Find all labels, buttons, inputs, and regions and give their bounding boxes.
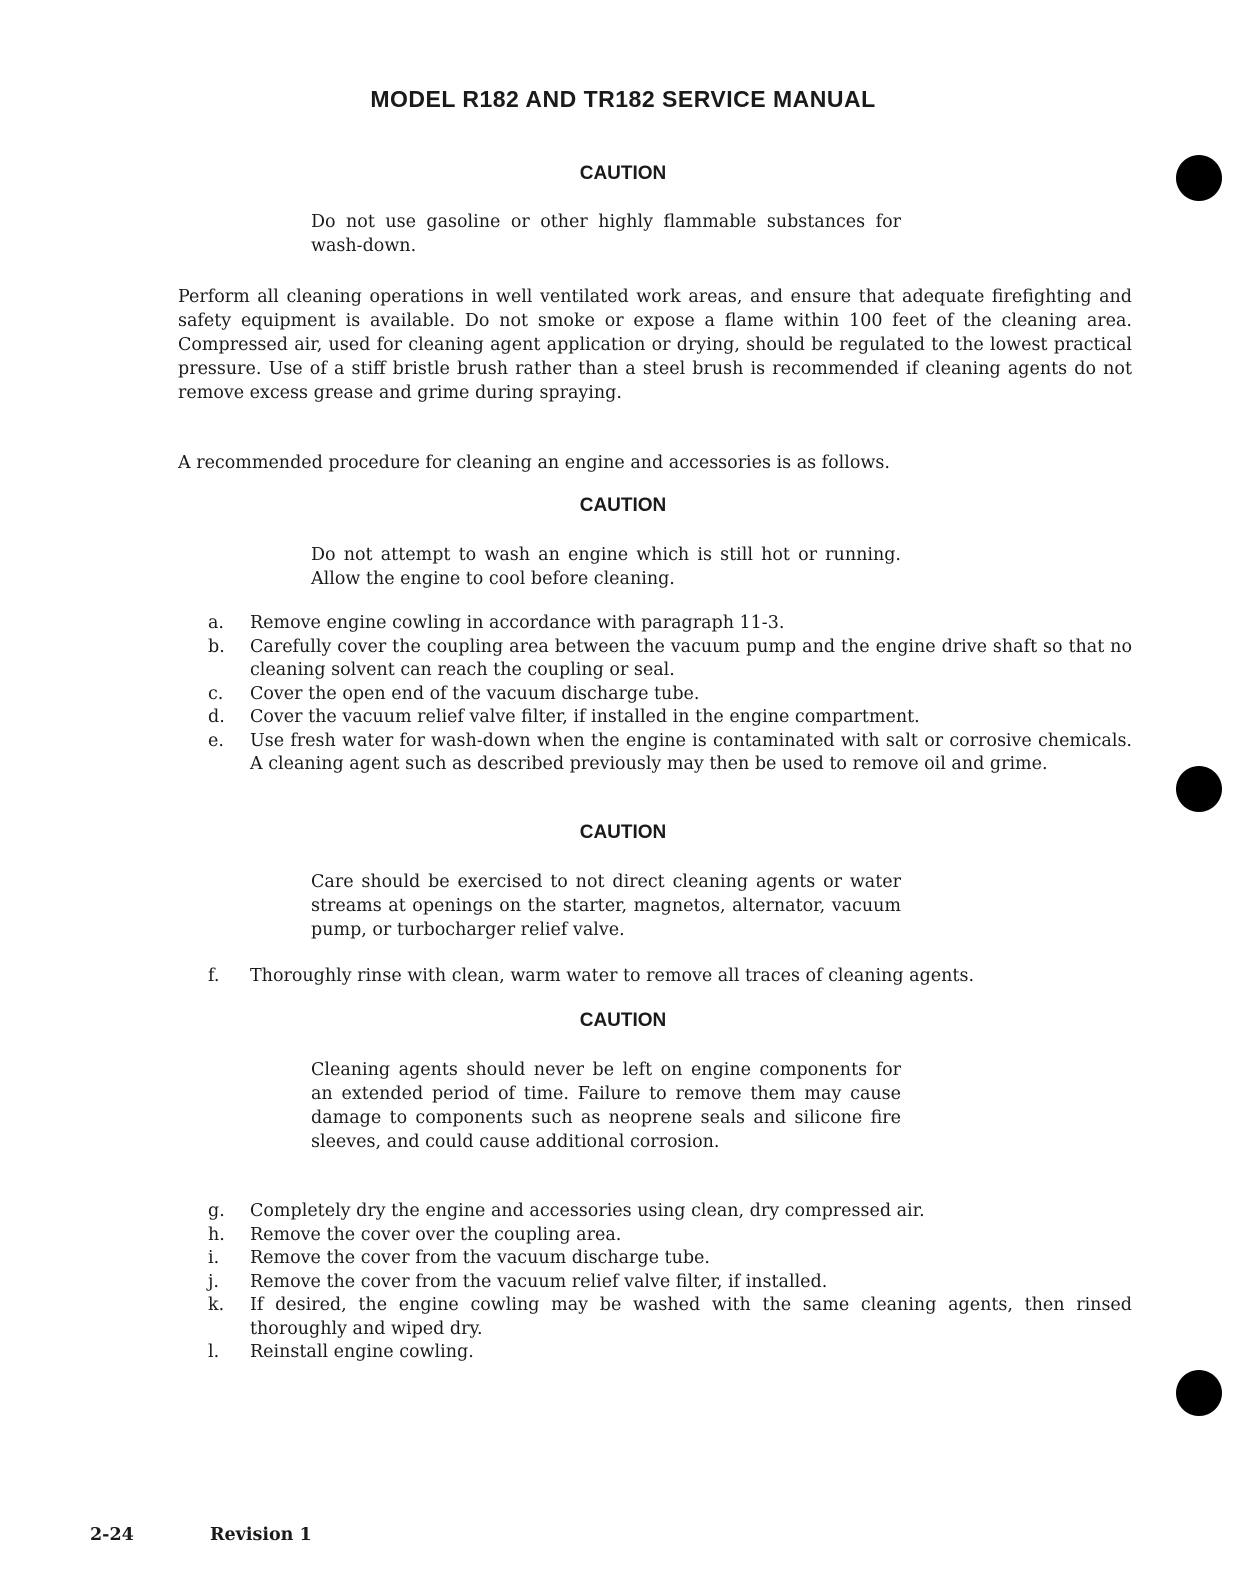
list-item: [178, 965, 1132, 989]
step-label: a.: [208, 613, 224, 633]
steps-list-1: [178, 612, 1132, 777]
step-text: Cover the open end of the vacuum discharge tube.: [250, 683, 700, 704]
caution-text-1: Do not use gasoline or other highly flammable substances for wash-down.: [311, 212, 901, 256]
caution-heading-1: CAUTION: [579, 163, 667, 184]
step-text: Completely dry the engine and accessories using clean, dry compressed air.: [250, 1201, 925, 1221]
caution-heading-3: CAUTION: [579, 822, 667, 843]
list-item: [178, 1200, 1132, 1224]
binder-hole-top: [1176, 155, 1222, 201]
step-text: Remove the cover over the coupling area.: [250, 1224, 622, 1245]
caution-text-3: Care should be exercised to not direct cleaning agents or water streams at openings on the starter, magnetos, alternator, vacuum pump, or turbocharger relief valve.: [311, 872, 901, 940]
caution-heading-2: CAUTION: [579, 495, 667, 516]
steps-list-3: [178, 1200, 1132, 1365]
step-label: e.: [208, 730, 224, 751]
page-number: 2-24: [90, 1525, 134, 1545]
list-item: [178, 1341, 1132, 1365]
step-label: k.: [208, 1295, 225, 1315]
step-label: g.: [208, 1201, 225, 1221]
list-item: [178, 636, 1132, 683]
list-item: [178, 1224, 1132, 1248]
step-text: Cover the vacuum relief valve filter, if installed in the engine compartment.: [250, 707, 920, 727]
list-item: [178, 706, 1132, 730]
list-item: [178, 1271, 1132, 1295]
step-text: Reinstall engine cowling.: [250, 1342, 474, 1362]
step-text: Remove the cover from the vacuum discharge tube.: [250, 1248, 710, 1268]
step-label: l.: [208, 1342, 220, 1362]
step-text: Remove the cover from the vacuum relief valve filter, if installed.: [250, 1271, 828, 1292]
step-text: Use fresh water for wash-down when the engine is contaminated with salt or corrosive chemicals. A cleaning agent such as described previously may then be used to remove oil and grime.: [250, 730, 1132, 774]
paragraph-safety: Perform all cleaning operations in well ventilated work areas, and ensure that adequate firefighting and safety equipment is available. Do not smoke or expose a flame within 100 feet of the cleaning area. Compressed air, used for cleaning agent application or drying, should be regulated to the lowest practical pressure. Use of a stiff bristle brush rather than a steel brush is recommended if cleaning agents do not remove excess grease and grime during spraying.: [178, 287, 1132, 403]
revision-label: Revision 1: [210, 1525, 312, 1545]
step-label: h.: [208, 1224, 225, 1245]
step-label: f.: [208, 966, 220, 986]
list-item: [178, 730, 1132, 777]
list-item: [178, 1247, 1132, 1271]
list-item: [178, 683, 1132, 707]
steps-list-2: [178, 965, 1132, 989]
step-label: i.: [208, 1248, 220, 1268]
step-text: Thoroughly rinse with clean, warm water to remove all traces of cleaning agents.: [250, 966, 975, 986]
step-text: Carefully cover the coupling area between the vacuum pump and the engine drive shaft so that no cleaning solvent can reach the coupling or seal.: [250, 636, 1132, 680]
list-item: [178, 1294, 1132, 1341]
caution-text-2: Do not attempt to wash an engine which is still hot or running. Allow the engine to cool before cleaning.: [311, 545, 901, 589]
caution-heading-4: CAUTION: [579, 1010, 667, 1031]
list-item: [178, 612, 1132, 636]
paragraph-procedure-intro: A recommended procedure for cleaning an engine and accessories is as follows.: [178, 453, 890, 473]
step-label: j.: [208, 1271, 219, 1292]
page-title: MODEL R182 AND TR182 SERVICE MANUAL: [370, 86, 876, 112]
caution-text-4: Cleaning agents should never be left on engine components for an extended period of time. Failure to remove them may cause damage to components such as neoprene seals and silicone fire sleeves, and could cause additional corrosion.: [311, 1060, 901, 1152]
step-text: If desired, the engine cowling may be washed with the same cleaning agents, then rinsed thoroughly and wiped dry.: [250, 1295, 1132, 1339]
step-label: c.: [208, 683, 224, 704]
step-label: b.: [208, 636, 225, 657]
step-text: Remove engine cowling in accordance with paragraph 11-3.: [250, 613, 785, 633]
binder-hole-middle: [1176, 766, 1222, 812]
step-label: d.: [208, 707, 225, 727]
binder-hole-bottom: [1176, 1370, 1222, 1416]
